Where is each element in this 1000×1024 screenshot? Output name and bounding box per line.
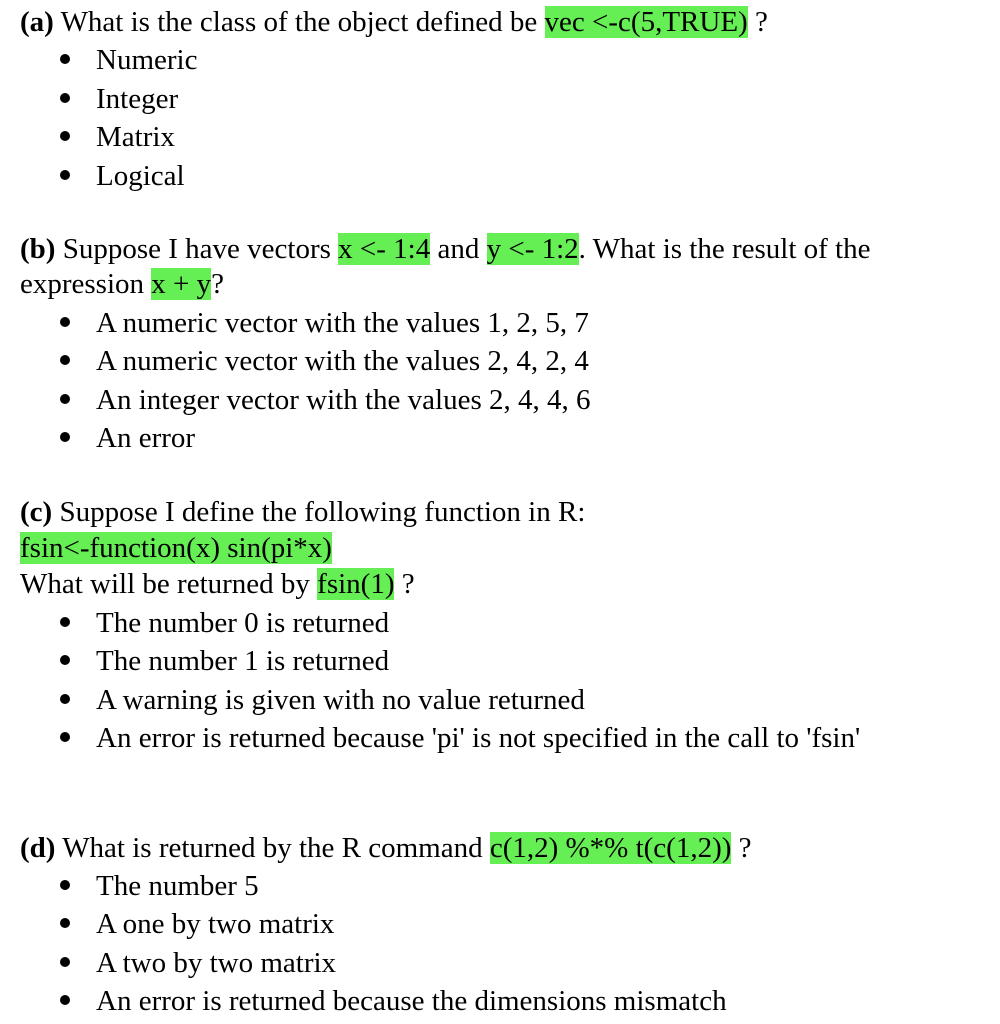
question-b-option-4	[60, 420, 195, 456]
question-d-option-2	[60, 906, 334, 942]
bullet-icon	[60, 131, 70, 141]
option-text: An integer vector with the values 2, 4, 4, 6	[96, 384, 591, 416]
question-b-question-mark: ?	[211, 268, 225, 300]
option-text: A numeric vector with the values 2, 4, 2, 4	[96, 345, 589, 377]
option-text: A two by two matrix	[96, 947, 337, 979]
bullet-icon	[60, 995, 70, 1005]
bullet-icon	[60, 732, 70, 742]
question-a-label: (a)	[20, 6, 54, 38]
bullet-icon	[60, 655, 70, 665]
option-text: The number 0 is returned	[96, 607, 390, 639]
option-text: A numeric vector with the values 1, 2, 5, 7	[96, 307, 589, 339]
question-c-prompt-line3	[20, 566, 415, 602]
question-a-option-2	[60, 81, 178, 117]
bullet-icon	[60, 394, 70, 404]
question-a-code: vec <-c(5,TRUE)	[544, 6, 748, 38]
question-b-prompt-line2	[20, 266, 224, 302]
question-c-code-call: fsin(1)	[317, 568, 395, 600]
question-c-code-definition: fsin<-function(x) sin(pi*x)	[20, 532, 332, 564]
bullet-icon	[60, 957, 70, 967]
question-a-prompt	[20, 4, 768, 40]
bullet-icon	[60, 918, 70, 928]
option-text: Matrix	[96, 121, 175, 153]
question-c-code-line	[20, 530, 332, 566]
bullet-icon	[60, 694, 70, 704]
option-text: An error	[96, 422, 196, 454]
question-b-prompt-line1	[20, 231, 870, 267]
question-c-question: What will be returned by	[20, 568, 310, 600]
question-b-option-2	[60, 343, 589, 379]
question-a-option-1	[60, 42, 197, 78]
bullet-icon	[60, 880, 70, 890]
question-b-code-sum: x + y	[151, 268, 212, 300]
question-d-label: (d)	[20, 832, 56, 864]
bullet-icon	[60, 54, 70, 64]
question-c-prompt-line1	[20, 494, 585, 530]
bullet-icon	[60, 93, 70, 103]
question-c-option-3	[60, 682, 585, 718]
option-text: An error is returned because 'pi' is not specified in the call to 'fsin'	[96, 722, 861, 754]
question-b-code-x: x <- 1:4	[338, 233, 431, 265]
bullet-icon	[60, 170, 70, 180]
question-c-option-2	[60, 643, 389, 679]
question-a-text: What is the class of the object defined be	[60, 6, 538, 38]
option-text: The number 1 is returned	[96, 645, 390, 677]
question-b-option-3	[60, 382, 591, 418]
question-c-text: Suppose I define the following function in R:	[59, 496, 586, 528]
question-b-expression-label: expression	[20, 268, 145, 300]
question-b-label: (b)	[20, 233, 56, 265]
question-b-option-1	[60, 305, 589, 341]
option-text: Integer	[96, 83, 179, 115]
question-c-label: (c)	[20, 496, 53, 528]
option-text: A warning is given with no value returned	[96, 684, 585, 716]
question-c-option-1	[60, 605, 389, 641]
question-d-option-4	[60, 983, 727, 1019]
question-d-code: c(1,2) %*% t(c(1,2))	[489, 832, 732, 864]
option-text: A one by two matrix	[96, 908, 335, 940]
bullet-icon	[60, 617, 70, 627]
question-c-question-mark: ?	[401, 568, 415, 600]
question-a-option-4	[60, 158, 185, 194]
question-b-code-y: y <- 1:2	[486, 233, 579, 265]
question-d-question-mark: ?	[738, 832, 752, 864]
option-text: An error is returned because the dimensions mismatch	[96, 985, 727, 1017]
option-text: Numeric	[96, 44, 198, 76]
option-text: The number 5	[96, 870, 259, 902]
question-d-prompt	[20, 830, 752, 866]
option-text: Logical	[96, 160, 185, 192]
question-d-option-3	[60, 945, 336, 981]
question-b-and: and	[437, 233, 480, 265]
question-b-text: Suppose I have vectors	[62, 233, 331, 265]
question-c-option-4	[60, 720, 860, 756]
bullet-icon	[60, 355, 70, 365]
question-a-option-3	[60, 119, 175, 155]
question-d-option-1	[60, 868, 259, 904]
bullet-icon	[60, 317, 70, 327]
question-d-text: What is returned by the R command	[62, 832, 483, 864]
question-a-end: ?	[754, 6, 768, 38]
question-b-text-end: . What is the result of the	[578, 233, 871, 265]
bullet-icon	[60, 432, 70, 442]
